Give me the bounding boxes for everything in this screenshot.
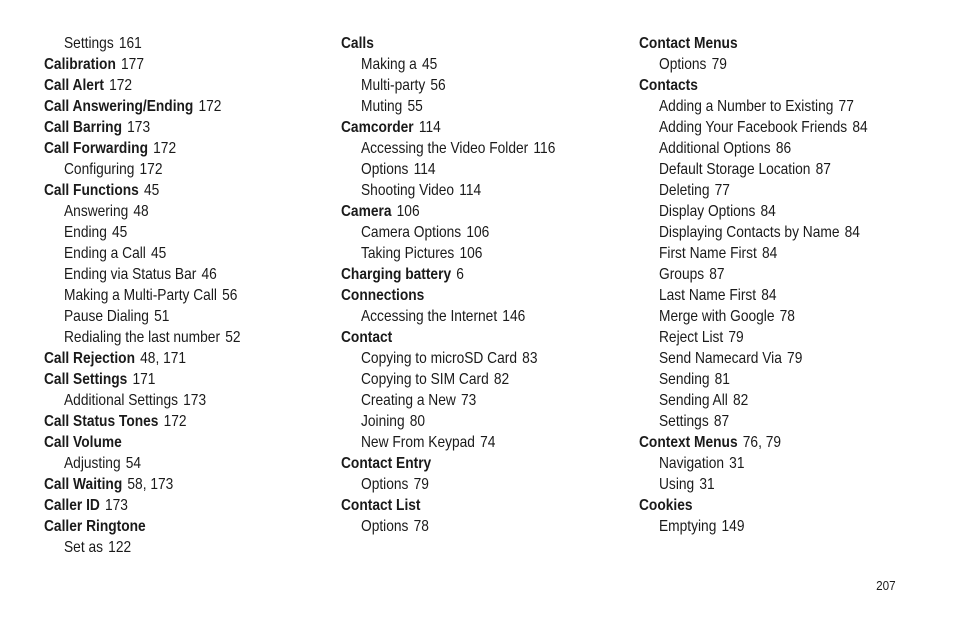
page-reference[interactable]: 177 [121, 56, 144, 73]
page-reference[interactable]: 54 [125, 455, 142, 472]
page-reference[interactable]: 82 [733, 392, 749, 409]
index-term: Merge with Google [659, 308, 775, 325]
page-reference[interactable]: 83 [522, 350, 538, 367]
index-term: Adjusting [64, 455, 121, 472]
index-term: Settings [659, 413, 709, 430]
index-entry [44, 138, 238, 159]
index-term: Ending a Call [64, 245, 146, 262]
index-subentry [659, 390, 868, 411]
index-subentry [659, 222, 868, 243]
page-reference[interactable]: 78 [413, 518, 429, 535]
index-term: Adding a Number to Existing [659, 98, 834, 115]
index-entry [341, 33, 553, 54]
index-subentry [361, 390, 555, 411]
page-reference[interactable]: 173 [104, 497, 128, 514]
page-reference[interactable]: 82 [493, 371, 510, 388]
page-reference[interactable]: 106 [466, 224, 490, 241]
index-entry [341, 285, 553, 306]
index-term: Send Namecard Via [659, 350, 782, 367]
page-reference[interactable]: 77 [838, 98, 854, 115]
page-reference[interactable]: 73 [461, 392, 477, 409]
index-subentry [361, 369, 555, 390]
page-reference[interactable]: 172 [198, 98, 222, 115]
index-term: Taking Pictures [361, 245, 455, 262]
index-subentry [659, 348, 868, 369]
index-subentry [659, 327, 868, 348]
index-term: Sending All [659, 392, 728, 409]
index-subentry [659, 159, 868, 180]
index-subentry [64, 222, 241, 243]
page-reference[interactable]: 172 [139, 161, 163, 178]
index-term: Options [361, 518, 409, 535]
index-term: Copying to SIM Card [361, 371, 489, 388]
index-term: Call Alert [44, 77, 104, 94]
index-term: Ending via Status Bar [64, 266, 197, 283]
page-reference[interactable]: 87 [815, 161, 831, 178]
index-term: Muting [361, 98, 403, 115]
index-entry [44, 96, 238, 117]
index-subentry [64, 243, 241, 264]
index-term: Camera [341, 203, 392, 220]
page-reference[interactable]: 46 [201, 266, 217, 283]
index-entry [44, 75, 238, 96]
index-entry [44, 117, 238, 138]
index-entry [44, 369, 238, 390]
page-reference[interactable]: 173 [183, 392, 207, 409]
index-subentry [64, 537, 241, 558]
index-subentry [64, 306, 241, 327]
page-reference[interactable]: 106 [396, 203, 420, 220]
index-subentry [361, 348, 555, 369]
index-term: Ending [64, 224, 107, 241]
index-term: Making a [361, 56, 417, 73]
index-term: Camcorder [341, 119, 414, 136]
page-reference[interactable]: 79 [711, 56, 727, 73]
index-term: Connections [341, 287, 425, 304]
index-term: Call Functions [44, 182, 139, 199]
page-reference[interactable]: 161 [118, 35, 142, 52]
page-reference[interactable]: 84 [762, 245, 778, 262]
index-subentry [64, 390, 241, 411]
index-subentry [64, 33, 241, 54]
index-entry [341, 495, 553, 516]
index-subentry [361, 411, 555, 432]
index-subentry [64, 264, 241, 285]
page-reference[interactable]: 77 [714, 182, 730, 199]
page-reference[interactable]: 45 [143, 182, 160, 199]
page-reference[interactable]: 172 [153, 140, 177, 157]
index-term: Deleting [659, 182, 710, 199]
index-term: Contacts [639, 77, 698, 94]
page-reference[interactable]: 87 [709, 266, 725, 283]
index-term: Options [361, 161, 409, 178]
index-subentry [361, 243, 555, 264]
index-entry [44, 432, 238, 453]
page-reference[interactable]: 79 [787, 350, 803, 367]
index-term: Calibration [44, 56, 116, 73]
index-term: Groups [659, 266, 705, 283]
index-subentry [659, 96, 868, 117]
index-column-1 [44, 33, 269, 558]
index-entry [44, 516, 238, 537]
index-subentry [659, 117, 868, 138]
index-subentry [361, 96, 555, 117]
index-term: Calls [341, 35, 374, 52]
index-term: Copying to microSD Card [361, 350, 518, 367]
index-subentry [659, 306, 868, 327]
index-term: Configuring [64, 161, 135, 178]
index-subentry [64, 453, 241, 474]
page-reference[interactable]: 58, 173 [127, 476, 174, 493]
index-subentry [659, 474, 868, 495]
page-reference[interactable]: 172 [163, 413, 187, 430]
index-term: Cookies [639, 497, 693, 514]
page-reference[interactable]: 172 [109, 77, 133, 94]
page-reference[interactable]: 84 [761, 287, 777, 304]
page-reference[interactable]: 86 [775, 140, 792, 157]
index-entry [639, 432, 865, 453]
page-reference[interactable]: 114 [413, 161, 436, 178]
index-term: Options [361, 476, 409, 493]
index-subentry [659, 180, 868, 201]
index-entry [44, 495, 238, 516]
index-term: Accessing the Video Folder [361, 140, 529, 157]
page-reference[interactable]: 48 [133, 203, 149, 220]
index-term: Creating a New [361, 392, 456, 409]
index-entry [341, 327, 553, 348]
index-entry [341, 453, 553, 474]
page-reference[interactable]: 84 [852, 119, 868, 136]
index-term: Pause Dialing [64, 308, 149, 325]
index-subentry [361, 75, 555, 96]
page-reference[interactable]: 116 [533, 140, 556, 157]
index-term: Call Waiting [44, 476, 123, 493]
index-term: Charging battery [341, 266, 452, 283]
index-term: Contact Menus [639, 35, 738, 52]
page-reference[interactable]: 56 [222, 287, 238, 304]
index-subentry [659, 453, 868, 474]
index-subentry [659, 201, 868, 222]
index-entry [44, 411, 238, 432]
index-subentry [659, 285, 868, 306]
index-term: Sending [659, 371, 710, 388]
page-reference[interactable]: 81 [714, 371, 730, 388]
index-term: Emptying [659, 518, 717, 535]
index-entry [44, 348, 238, 369]
page-reference[interactable]: 114 [418, 119, 441, 136]
index-term: Contact Entry [341, 455, 432, 472]
page-reference[interactable]: 31 [699, 476, 715, 493]
index-subentry [64, 201, 241, 222]
index-term: Joining [361, 413, 405, 430]
index-subentry [659, 411, 868, 432]
page-reference[interactable]: 106 [459, 245, 483, 262]
index-subentry [361, 54, 555, 75]
index-term: Caller ID [44, 497, 100, 514]
index-term: Contact List [341, 497, 421, 514]
index-column-2 [341, 33, 587, 537]
index-term: Display Options [659, 203, 756, 220]
index-subentry [361, 180, 555, 201]
index-term: Shooting Video [361, 182, 455, 199]
page-reference[interactable]: 79 [728, 329, 744, 346]
page-reference[interactable]: 55 [407, 98, 423, 115]
index-term: Multi-party [361, 77, 426, 94]
page-reference[interactable]: 173 [127, 119, 151, 136]
index-subentry [361, 222, 555, 243]
index-subentry [361, 159, 555, 180]
index-entry [341, 117, 553, 138]
index-subentry [659, 243, 868, 264]
page-reference[interactable]: 31 [729, 455, 745, 472]
index-entry [639, 33, 865, 54]
index-term: Call Answering/Ending [44, 98, 194, 115]
index-subentry [659, 369, 868, 390]
page-number: 207 [876, 578, 896, 593]
index-term: Call Status Tones [44, 413, 159, 430]
index-subentry [659, 54, 868, 75]
page-reference[interactable]: 80 [409, 413, 426, 430]
index-term: Additional Options [659, 140, 771, 157]
page-reference[interactable]: 114 [459, 182, 482, 199]
index-entry [341, 264, 553, 285]
index-term: Settings [64, 35, 114, 52]
page-reference[interactable]: 51 [154, 308, 170, 325]
index-subentry [64, 159, 241, 180]
index-term: Additional Settings [64, 392, 178, 409]
index-term: Accessing the Internet [361, 308, 498, 325]
index-subentry [361, 138, 555, 159]
page-reference[interactable]: 78 [779, 308, 795, 325]
index-entry [341, 201, 553, 222]
page-reference[interactable]: 84 [844, 224, 860, 241]
index-term: Call Barring [44, 119, 122, 136]
index-entry [639, 75, 865, 96]
page-reference[interactable]: 45 [151, 245, 167, 262]
page-reference[interactable]: 146 [502, 308, 526, 325]
index-term: Using [659, 476, 695, 493]
index-term: Displaying Contacts by Name [659, 224, 840, 241]
index-term: Redialing the last number [64, 329, 221, 346]
index-term: Answering [64, 203, 129, 220]
index-term: Camera Options [361, 224, 462, 241]
index-term: Caller Ringtone [44, 518, 146, 535]
index-term: Reject List [659, 329, 724, 346]
page-reference[interactable]: 84 [760, 203, 776, 220]
index-term: Last Name First [659, 287, 757, 304]
index-subentry [659, 264, 868, 285]
index-subentry [659, 138, 868, 159]
page-reference[interactable]: 149 [721, 518, 745, 535]
index-column-3 [639, 33, 902, 537]
index-term: Adding Your Facebook Friends [659, 119, 848, 136]
page-reference[interactable]: 45 [421, 56, 438, 73]
index-term: Call Volume [44, 434, 122, 451]
index-subentry [361, 516, 555, 537]
index-term: Making a Multi-Party Call [64, 287, 217, 304]
page-reference[interactable]: 45 [112, 224, 128, 241]
index-entry [44, 474, 238, 495]
index-term: First Name First [659, 245, 757, 262]
index-term: Navigation [659, 455, 725, 472]
index-term: Call Rejection [44, 350, 135, 367]
page-reference[interactable]: 76, 79 [742, 434, 782, 451]
page-reference[interactable]: 48, 171 [140, 350, 187, 367]
index-entry [639, 495, 865, 516]
page-reference[interactable]: 79 [413, 476, 429, 493]
index-entry [44, 180, 238, 201]
index-term: Set as [64, 539, 104, 556]
index-subentry [64, 327, 241, 348]
page-reference[interactable]: 74 [480, 434, 496, 451]
index-term: Context Menus [639, 434, 738, 451]
page-reference[interactable]: 6 [456, 266, 464, 283]
index-term: New From Keypad [361, 434, 475, 451]
page-reference[interactable]: 171 [132, 371, 156, 388]
index-subentry [659, 516, 868, 537]
index-term: Call Settings [44, 371, 128, 388]
page-reference[interactable]: 56 [430, 77, 446, 94]
index-term: Contact [341, 329, 393, 346]
index-term: Default Storage Location [659, 161, 811, 178]
index-subentry [64, 285, 241, 306]
index-subentry [361, 474, 555, 495]
index-term: Options [659, 56, 707, 73]
page-reference[interactable]: 87 [713, 413, 730, 430]
index-subentry [361, 306, 555, 327]
page-reference[interactable]: 52 [225, 329, 241, 346]
index-subentry [361, 432, 555, 453]
index-entry [44, 54, 238, 75]
index-term: Call Forwarding [44, 140, 148, 157]
page-reference[interactable]: 122 [108, 539, 132, 556]
